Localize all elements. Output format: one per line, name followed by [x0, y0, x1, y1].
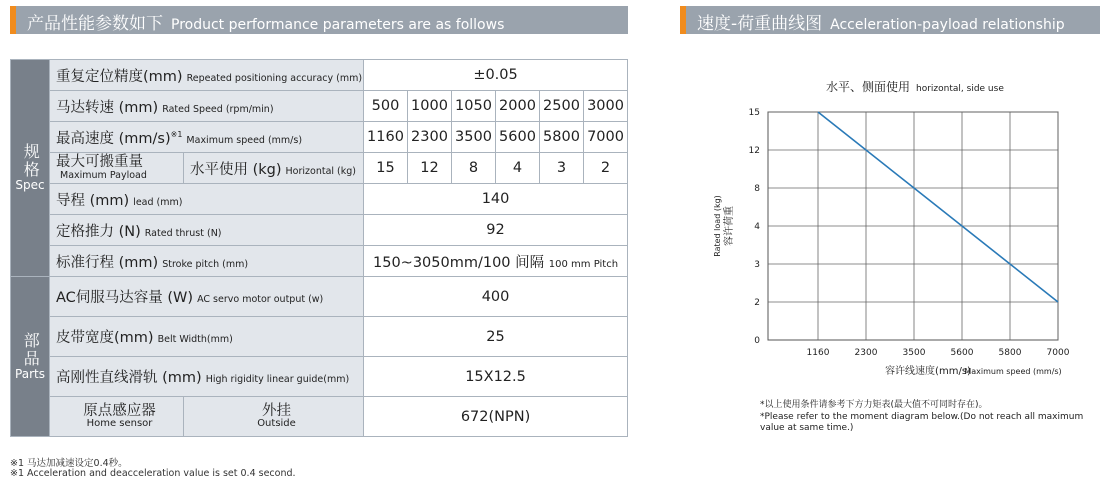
belt-label: 皮带宽度(mm) Belt Width(mm)	[50, 317, 364, 357]
max-speed-cell: 1160	[364, 122, 408, 153]
y-tick-label: 15	[748, 108, 760, 118]
footnote-en: ※1 Acceleration and deacceleration value is set 0.4 second.	[10, 468, 296, 479]
thrust-value: 92	[364, 215, 628, 246]
stroke-label: 标准行程 (mm) Stroke pitch (mm)	[50, 246, 364, 277]
sensor-value: 672(NPN)	[364, 397, 628, 437]
chart-title: 水平、侧面使用 horizontal, side use	[826, 80, 1004, 94]
belt-value: 25	[364, 317, 628, 357]
left-banner	[10, 6, 628, 34]
x-tick-label: 5800	[998, 348, 1022, 358]
category-parts-zh: 部品	[21, 331, 41, 368]
motor-speed-cell: 3000	[584, 91, 628, 122]
x-axis-label: 容许线速度(mm/s)	[885, 366, 971, 377]
spec-table	[10, 59, 628, 437]
servo-value: 400	[364, 277, 628, 317]
sensor-label: 原点感应器 Home sensor	[50, 397, 184, 437]
table-row	[11, 60, 628, 91]
category-spec-en: Spec	[15, 178, 45, 193]
table-row	[11, 397, 628, 437]
x-tick-label: 3500	[902, 348, 926, 358]
payload-cell: 2	[584, 153, 628, 184]
left-banner-title-en: Product performance parameters are as follows	[171, 17, 505, 33]
stroke-value: 150~3050mm/100 间隔 100 mm Pitch	[364, 246, 628, 277]
left-banner-title-zh: 产品性能参数如下	[27, 14, 163, 34]
guide-value: 15X12.5	[364, 357, 628, 397]
y-axis-label-en: Rated load (kg)	[713, 195, 722, 257]
x-tick-label: 5600	[950, 348, 974, 358]
y-axis-label: 容许荷重	[724, 206, 735, 246]
payload-cell: 15	[364, 153, 408, 184]
table-row	[11, 184, 628, 215]
motor-speed-cell: 1050	[452, 91, 496, 122]
motor-speed-cell: 2000	[496, 91, 540, 122]
max-speed-label: 最高速度 $(mm/s)^{※1}Maximum$ speed (mm/s)	[50, 122, 364, 153]
thrust-label: 定格推力 (N) Rated thrust (N)	[50, 215, 364, 246]
right-banner-title-zh: 速度-荷重曲线图	[697, 14, 823, 34]
motor-speed-cell: 2500	[540, 91, 584, 122]
y-tick-label: 2	[754, 298, 760, 308]
footnote-zh: ※1 马达加减速设定0.4秒。	[10, 458, 128, 469]
table-row	[11, 153, 628, 184]
sensor-sub-label: 外挂 Outside	[184, 397, 364, 437]
table-row	[11, 357, 628, 397]
motor-speed-cell: 1000	[408, 91, 452, 122]
payload-cell: 8	[452, 153, 496, 184]
max-speed-cell: 5600	[496, 122, 540, 153]
accent-bar	[680, 6, 686, 34]
x-axis-label-en: Maximum speed (mm/s)	[964, 367, 1062, 376]
motor-speed-cell: 500	[364, 91, 408, 122]
right-banner	[680, 6, 1100, 34]
servo-label: AC伺服马达容量 (W) AC servo motor output (w)	[50, 277, 364, 317]
note-zh: *以上使用条件请参考下方力矩表(最大值不可同时存在)。	[760, 400, 988, 410]
payload-cell: 3	[540, 153, 584, 184]
repeat-label: 重复定位精度(mm) Repeated positioning accuracy (mm)	[50, 60, 364, 91]
table-row	[11, 215, 628, 246]
note-en: *Please refer to the moment diagram below.(Do not reach all maximum value at same time.)	[760, 411, 1084, 434]
x-tick-label: 2300	[854, 348, 878, 358]
y-tick-label: 0	[754, 336, 760, 346]
x-tick-label: 1160	[806, 348, 830, 358]
payload-cell: 4	[496, 153, 540, 184]
max-speed-cell: 3500	[452, 122, 496, 153]
x-tick-label: 7000	[1046, 348, 1070, 358]
right-banner-title-en: Acceleration-payload relationship	[830, 17, 1065, 33]
payload-label: 最大可搬重量 Maximum Payload	[50, 153, 184, 184]
max-speed-cell: 2300	[408, 122, 452, 153]
payload-sub-label: 水平使用 (kg) Horizontal (kg)	[184, 153, 364, 184]
y-tick-label: 12	[748, 146, 760, 156]
category-spec	[11, 60, 50, 277]
table-row	[11, 91, 628, 122]
speed-payload-chart	[690, 90, 1090, 390]
usage-notes	[760, 400, 1090, 435]
table-row	[11, 122, 628, 153]
lead-value: 140	[364, 184, 628, 215]
series-line	[818, 112, 1058, 302]
category-spec-zh: 规格	[21, 143, 41, 180]
table-row	[11, 246, 628, 277]
y-tick-label: 4	[754, 222, 760, 232]
y-tick-label: 3	[754, 260, 760, 270]
max-speed-cell: 7000	[584, 122, 628, 153]
y-tick-label: 8	[754, 184, 760, 194]
table-row	[11, 317, 628, 357]
guide-label: 高刚性直线滑轨 (mm) High rigidity linear guide(mm)	[50, 357, 364, 397]
payload-cell: 12	[408, 153, 452, 184]
table-row	[11, 277, 628, 317]
motor-speed-label: 马达转速 (mm) Rated Speed (rpm/min)	[50, 91, 364, 122]
repeat-value: ±0.05	[364, 60, 628, 91]
category-parts-en: Parts	[15, 366, 45, 381]
max-speed-cell: 5800	[540, 122, 584, 153]
accent-bar	[10, 6, 16, 34]
lead-label: 导程 (mm) lead (mm)	[50, 184, 364, 215]
category-parts	[11, 277, 50, 437]
